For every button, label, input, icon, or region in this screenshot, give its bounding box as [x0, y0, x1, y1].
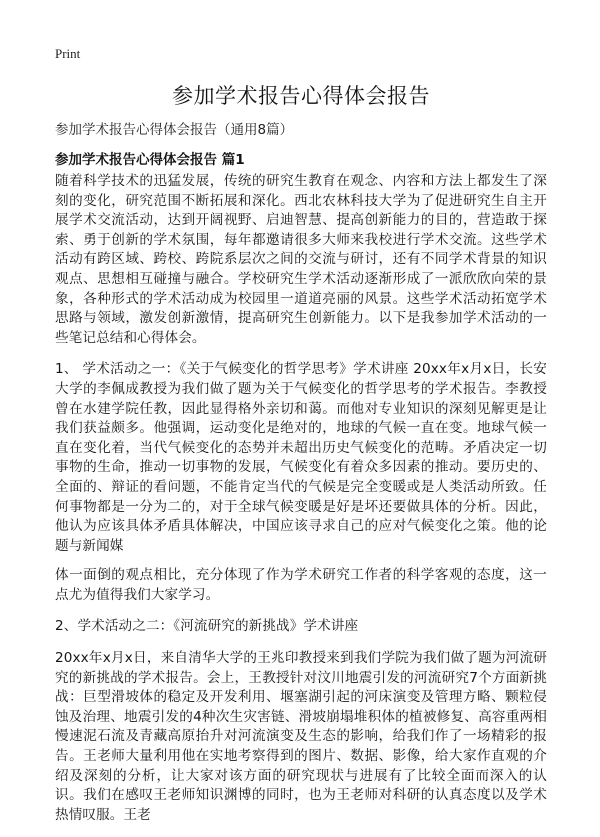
document-subtitle: 参加学术报告心得体会报告（通用8篇） [55, 122, 294, 138]
paragraph-activity-2: 20xx年x月x日，来自清华大学的王兆印教授来到我们学院为我们做了题为河流研究的新挑战的学术报告。会上，王教授针对汶川地震引发的河流研究7个方面新挑战：巨型滑坡体的稳定及开发利用、堰塞湖引起的河床演变及管理方略、颗粒侵蚀及治理、地震引发的4种次生灾害链、滑坡崩塌堆积体的植被修复、高容重两相慢速泥石流及青藏高原抬升对河流演变及生态的影响，给我们作了一场精彩的报告。王老师大量利用他在实地考察得到的图片、数据、影像，给大家作直观的介绍及深刻的分析，让大家对该方面的研究现状与进展有了比较全面而深入的认识。我们在感叹王老师知识渊博的同时，也为王老师对科研的认真态度以及学术热情叹服。王老 [55, 650, 547, 823]
paragraph-activity-1-continued: 体一面倒的观点相比，充分体现了作为学术研究工作者的科学客观的态度，这一点尤为值得我们大家学习。 [55, 567, 547, 603]
paragraph-intro: 随着科学技术的迅猛发展，传统的研究生教育在观念、内容和方法上都发生了深刻的变化，研究范围不断拓展和深化。西北农林科技大学为了促进研究生自主开展学术交流活动，达到开阔视野、启迪智慧、提高创新能力的目的，营造敢于探索、勇于创新的学术氛围，每年都邀请很多大师来我校进行学术交流。这些学术活动有跨区域、跨校、跨院系层次之间的交流与研讨，还有不同学术背景的知识观点、思想相互碰撞与融合。学校研究生学术活动逐渐形成了一派欣欣向荣的景象，各种形式的学术活动成为校园里一道道亮丽的风景。这些学术活动拓宽学术思路与领域，激发创新激情，提高研究生创新能力。以下是我参加学术活动的一些笔记总结和心得体会。 [55, 173, 547, 346]
paragraph-activity-2-heading: 2、学术活动之二：《河流研究的新挑战》学术讲座 [55, 618, 359, 635]
section-heading: 参加学术报告心得体会报告 篇1 [55, 152, 245, 168]
paragraph-activity-1: 1、 学术活动之一：《关于气候变化的哲学思考》学术讲座 20xx年x月x日，长安大学的李佩成教授为我们做了题为关于气候变化的哲学思考的学术报告。李教授曾在水建学院任教，因此显得格外亲切和蔼。而他对专业知识的深刻见解更是让我们获益颇多。他强调，运动变化是绝对的，地球的气候一直在变。地球气候一直在变化着，当代气候变化的态势并未超出历史气候变化的范畴。矛盾决定一切事物的生命，推动一切事物的发展，气候变化有着众多因素的推动。要历史的、全面的、辩证的看问题，不能肯定当代的气候是完全变暖或是人类活动所致。任何事物都是一分为二的，对于全球气候变暖是好是坏还要做具体的分析。因此，他认为应该具体矛盾具体解决，中国应该寻求自己的应对气候变化之策。他的论题与新闻媒 [55, 361, 547, 554]
document-title: 参加学术报告心得体会报告 [172, 84, 430, 108]
print-label[interactable]: Print [55, 46, 81, 61]
document-body [55, 172, 547, 837]
